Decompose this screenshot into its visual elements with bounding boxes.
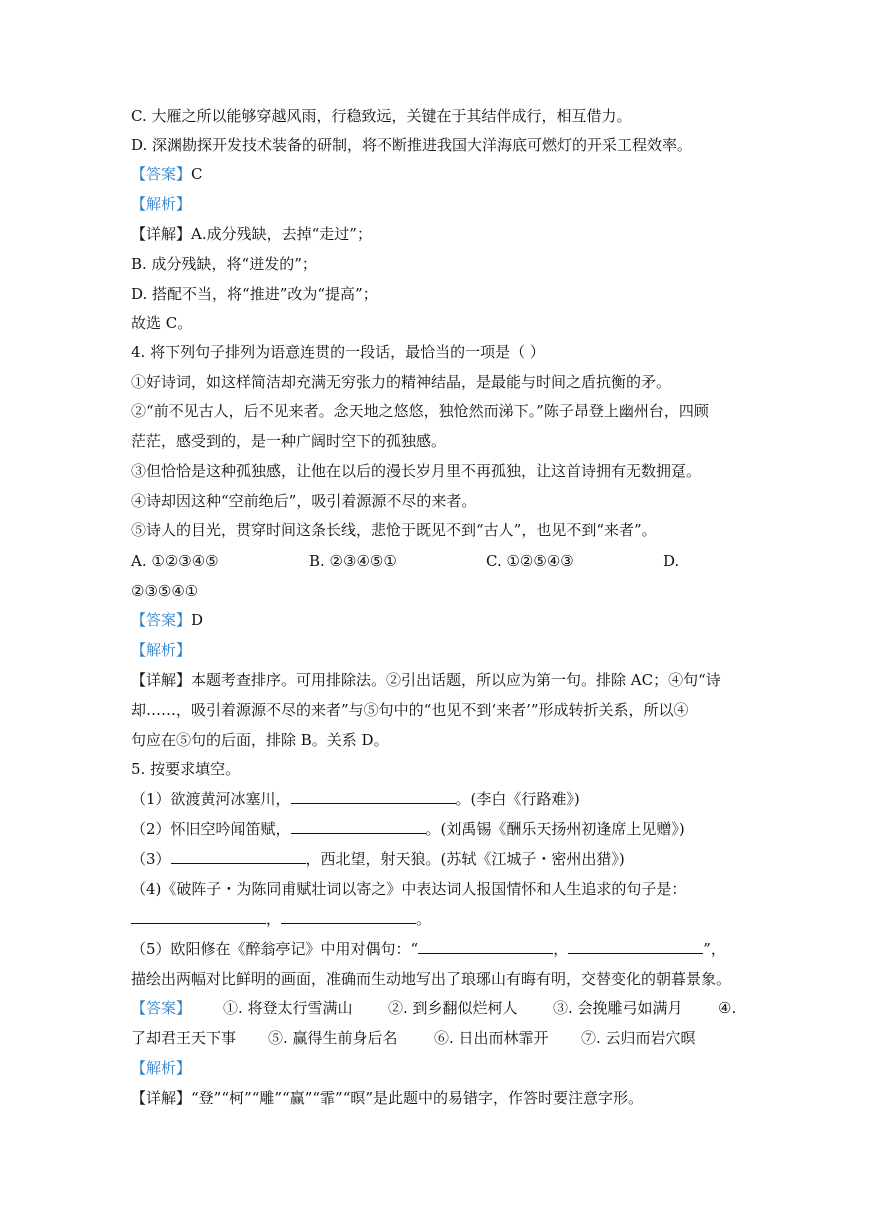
fill-4-blanks xyxy=(131,909,431,929)
detail-q4-line2: 却……，吸引着源源不尽的来者”与⑤句中的“也见不到‘来者’”形成转折关系，所以④ xyxy=(131,701,689,719)
sentence-2b: 茫茫，感受到的，是一种广阔时空下的孤独感。 xyxy=(131,432,447,450)
fill-1-source: 。(李白《行路难》) xyxy=(455,790,580,808)
fill-1-blank[interactable] xyxy=(291,789,456,804)
answer-item-4: ④. xyxy=(718,999,737,1017)
analysis-tag-q3: 【解析】 xyxy=(131,195,192,213)
fill-3 xyxy=(131,849,625,869)
fill-5 xyxy=(131,939,726,959)
answer-tag: 【答案】 xyxy=(131,611,192,629)
fill-2-blank[interactable] xyxy=(291,819,426,834)
fill-2 xyxy=(131,819,685,839)
fill-1 xyxy=(131,789,580,809)
detail-text: 本题考查排序。可用排除法。②引出话题，所以应为第一句。排除 AC；④句“诗 xyxy=(191,671,721,689)
detail-text: A.成分残缺，去掉“走过”； xyxy=(191,225,372,243)
answer-value: D xyxy=(191,611,204,629)
fill-4-period: 。 xyxy=(416,910,432,928)
fill-4-blank-b[interactable] xyxy=(281,909,416,924)
detail-line-b: B. 成分残缺，将“迸发的”； xyxy=(131,255,317,273)
option-a: A. ①②③④⑤ xyxy=(131,552,219,570)
detail-line-conclusion: 故选 C。 xyxy=(131,314,193,332)
fill-5-continued: 描绘出两幅对比鲜明的画面，准确而生动地写出了琅琊山有晦有明，交替变化的朝暮景象。 xyxy=(131,970,732,988)
detail-text: “登”“柯”“雕”“赢”“霏”“暝”是此题中的易错字，作答时要注意字形。 xyxy=(191,1089,644,1107)
answer-row-q4 xyxy=(131,610,203,630)
option-b: B. ②③④⑤① xyxy=(309,552,397,570)
sentence-2a: ②“前不见古人，后不见来者。念天地之悠悠，独怆然而涕下。”陈子昂登上幽州台，四顾 xyxy=(131,402,709,420)
fill-5-comma: ， xyxy=(553,940,569,958)
sentence-4: ④诗却因这种“空前绝后”，吸引着源源不尽的来者。 xyxy=(131,492,477,510)
option-c: C. ①②⑤④③ xyxy=(486,552,574,570)
answer-item-6: ⑥. 日出而林霏开 xyxy=(434,1029,549,1047)
answer-item-2: ②. 到乡翻似烂柯人 xyxy=(388,999,518,1017)
answer-tag: 【答案】 xyxy=(131,165,192,183)
detail-q4-line3: 句应在⑤句的后面，排除 B。关系 D。 xyxy=(131,731,389,749)
option-d-continued: ②③⑤④① xyxy=(131,582,199,600)
detail-tag: 【详解】 xyxy=(131,671,192,689)
answer-tag-q5: 【答案】 xyxy=(131,999,192,1017)
fill-5-blank-a[interactable] xyxy=(418,939,553,954)
detail-row-q4 xyxy=(131,670,721,690)
fill-4-comma: ， xyxy=(266,910,282,928)
fill-4-blank-a[interactable] xyxy=(131,909,266,924)
detail-row-q3 xyxy=(131,224,372,244)
detail-line-d: D. 搭配不当，将“推进”改为“提高”； xyxy=(131,285,378,303)
fill-5-blank-b[interactable] xyxy=(568,939,703,954)
detail-row-q5 xyxy=(131,1088,643,1108)
answer-item-4-text: 了却君王天下事 xyxy=(131,1029,237,1047)
sentence-3: ③但恰恰是这种孤独感，让他在以后的漫长岁月里不再孤独，让这首诗拥有无数拥趸。 xyxy=(131,462,702,480)
sentence-1: ①好诗词，如这样简洁却充满无穷张力的精神结晶，是最能与时间之盾抗衡的矛。 xyxy=(131,373,672,391)
answer-item-3: ③. 会挽雕弓如满月 xyxy=(553,999,683,1017)
fill-4: （4)《破阵子・为陈同甫赋壮词以寄之》中表达词人报国情怀和人生追求的句子是： xyxy=(131,880,687,898)
fill-1-prompt: （1）欲渡黄河冰塞川， xyxy=(131,790,291,808)
fill-3-source: ，西北望，射天狼。(苏轼《江城子・密州出猎》) xyxy=(305,850,625,868)
answer-value: C xyxy=(191,165,203,183)
answer-item-7: ⑦. 云归而岩穴暝 xyxy=(581,1029,696,1047)
sentence-5: ⑤诗人的目光，贯穿时间这条长线，悲怆于既见不到“古人”，也见不到“来者”。 xyxy=(131,521,657,539)
question-4-stem: 4. 将下列句子排列为语意连贯的一段话，最恰当的一项是（ ） xyxy=(131,343,545,361)
fill-2-source: 。(刘禹锡《酬乐天扬州初逢席上见赠》) xyxy=(425,820,685,838)
detail-tag: 【详解】 xyxy=(131,225,192,243)
fill-2-prompt: （2）怀旧空吟闻笛赋， xyxy=(131,820,291,838)
option-d-line: D. 深渊勘探开发技术装备的研制，将不断推进我国大洋海底可燃灯的开采工程效率。 xyxy=(131,136,693,154)
fill-5-prompt: （5）欧阳修在《醉翁亭记》中用对偶句：“ xyxy=(131,940,419,958)
answer-item-5: ⑤. 赢得生前身后名 xyxy=(268,1029,398,1047)
fill-3-prompt: （3） xyxy=(131,850,171,868)
detail-tag: 【详解】 xyxy=(131,1089,192,1107)
option-d: D. xyxy=(663,552,680,570)
answer-item-1: ①. 将登太行雪满山 xyxy=(223,999,353,1017)
option-c-line: C. 大雁之所以能够穿越风雨，行稳致远，关键在于其结伴成行，相互借力。 xyxy=(131,107,632,125)
question-5-stem: 5. 按要求填空。 xyxy=(131,760,241,778)
answer-row-q3 xyxy=(131,164,203,184)
analysis-tag-q5: 【解析】 xyxy=(131,1059,192,1077)
analysis-tag-q4: 【解析】 xyxy=(131,641,192,659)
fill-5-close: ”， xyxy=(703,940,726,958)
fill-3-blank[interactable] xyxy=(171,849,306,864)
